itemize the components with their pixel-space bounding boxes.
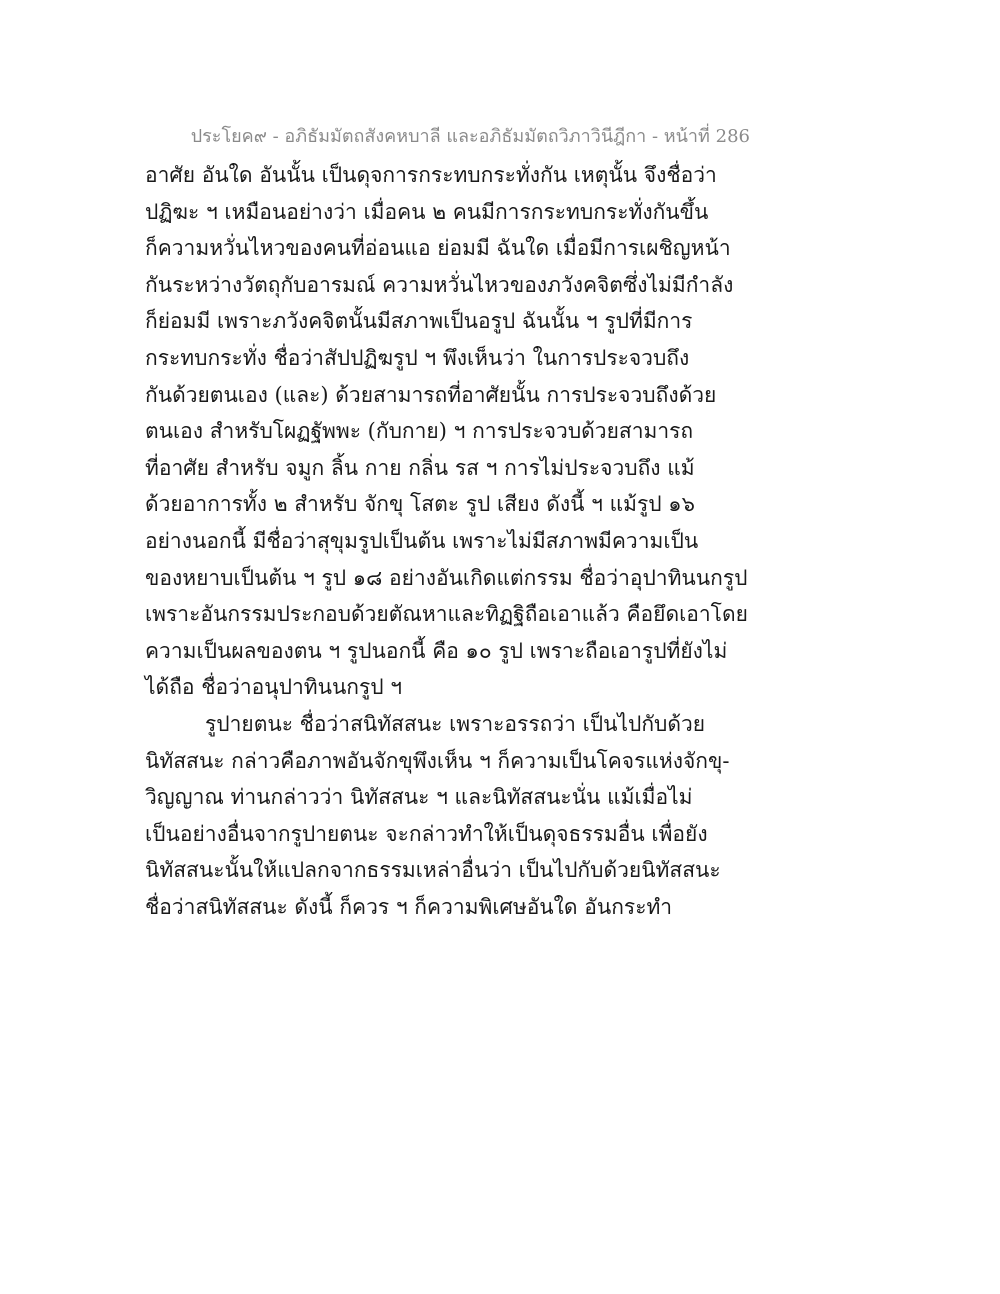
paragraph-start-line: รูปายตนะ ชื่อว่าสนิทัสสนะ เพราะอรรถว่า เป็นไปกับด้วย xyxy=(205,711,706,736)
text-line: นิทัสสนะ กล่าวคือภาพอันจักขุพึงเห็น ฯ ก็ความเป็นโคจรแห่งจักขุ- xyxy=(145,748,730,773)
text-line: ได้ถือ ชื่อว่าอนุปาทินนกรูป ฯ xyxy=(145,675,403,700)
text-line: อาศัย อันใด อันนั้น เป็นดุจการกระทบกระทั่งกัน เหตุนั้น จึงชื่อว่า xyxy=(145,163,717,187)
text-line: ก็ความหวั่นไหวของคนที่อ่อนแอ ย่อมมี ฉันใด เมื่อมีการเผชิญหน้า xyxy=(145,236,731,261)
text-line: เป็นอย่างอื่นจากรูปายตนะ จะกล่าวทำให้เป็นดุจธรรมอื่น เพื่อยัง xyxy=(145,821,708,846)
text-line: วิญญาณ ท่านกล่าวว่า นิทัสสนะ ฯ และนิทัสสนะนั่น แม้เมื่อไม่ xyxy=(145,785,693,810)
text-line: กันด้วยตนเอง (และ) ด้วยสามารถที่อาศัยนั้น การประจวบถึงด้วย xyxy=(145,382,717,407)
text-line: ตนเอง สำหรับโผฏฐัพพะ (กับกาย) ฯ การประจวบด้วยสามารถ xyxy=(145,419,694,444)
text-line: ความเป็นผลของตน ฯ รูปนอกนี้ คือ ๑๐ รูป เพราะถือเอารูปที่ยังไม่ xyxy=(145,638,728,663)
text-line: ที่อาศัย สำหรับ จมูก ลิ้น กาย กลิ่น รส ฯ การไม่ประจวบถึง แม้ xyxy=(145,455,695,480)
text-line: กระทบกระทั่ง ชื่อว่าสัปปฏิฆรูป ฯ พึงเห็นว่า ในการประจวบถึง xyxy=(145,345,690,370)
body-text xyxy=(145,157,748,925)
text-line: ด้วยอาการทั้ง ๒ สำหรับ จักขุ โสตะ รูป เสียง ดังนี้ ฯ แม้รูป ๑๖ xyxy=(145,492,695,517)
text-line: นิทัสสนะนั้นให้แปลกจากธรรมเหล่าอื่นว่า เป็นไปกับด้วยนิทัสสนะ xyxy=(145,858,721,883)
text-line: ชื่อว่าสนิทัสสนะ ดังนี้ ก็ควร ฯ ก็ความพิเศษอันใด อันกระทำ xyxy=(145,894,673,919)
running-header: ประโยค๙ - อภิธัมมัตถสังคหบาลี และอภิธัมมัตถวิภาวินีฎีกา - หน้าที่ 286 xyxy=(190,126,750,147)
text-line: ปฏิฆะ ฯ เหมือนอย่างว่า เมื่อคน ๒ คนมีการกระทบกระทั่งกันขึ้น xyxy=(145,199,709,224)
text-line: เพราะอันกรรมประกอบด้วยตัณหาและทิฏฐิถือเอาแล้ว คือยึดเอาโดย xyxy=(145,602,748,627)
text-line: ของหยาบเป็นต้น ฯ รูป ๑๘ อย่างอันเกิดแต่กรรม ชื่อว่าอุปาทินนกรูป xyxy=(145,565,748,590)
text-line: ก็ย่อมมี เพราะภวังคจิตนั้นมีสภาพเป็นอรูป ฉันนั้น ฯ รูปที่มีการ xyxy=(145,309,693,334)
text-line: อย่างนอกนี้ มีชื่อว่าสุขุมรูปเป็นต้น เพราะไม่มีสภาพมีความเป็น xyxy=(145,528,699,553)
text-line: กันระหว่างวัตถุกับอารมณ์ ความหวั่นไหวของภวังคจิตซึ่งไม่มีกำลัง xyxy=(145,272,734,297)
